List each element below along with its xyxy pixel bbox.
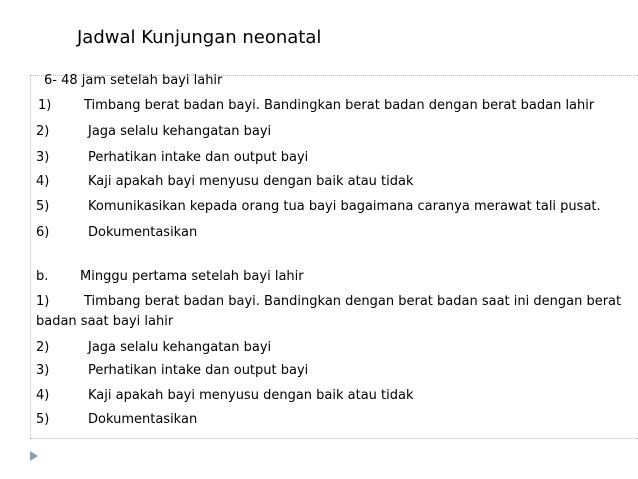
item-number: 1) — [38, 98, 52, 113]
item-number: 5) — [36, 199, 50, 214]
item-number: 3) — [36, 363, 50, 378]
item-number: 4) — [36, 174, 50, 189]
item-text: Perhatikan intake dan output bayi — [88, 150, 309, 165]
item-text: Timbang berat badan bayi. Bandingkan dengan berat badan saat ini dengan berat — [84, 294, 622, 309]
section2-label: b. — [36, 269, 49, 284]
item-text: Jaga selalu kehangatan bayi — [88, 124, 272, 139]
item-number: 6) — [36, 225, 50, 240]
item-text: Komunikasikan kepada orang tua bayi bagaimana caranya merawat tali pusat. — [88, 199, 601, 214]
left-divider — [30, 75, 31, 438]
bottom-divider — [30, 438, 638, 439]
item-text: Timbang berat badan bayi. Bandingkan berat badan dengan berat badan lahir — [84, 98, 595, 113]
section1-heading: 6- 48 jam setelah bayi lahir — [44, 73, 223, 88]
item-text: Dokumentasikan — [88, 412, 198, 427]
item-text: Dokumentasikan — [88, 225, 198, 240]
item-text: Kaji apakah bayi menyusu dengan baik atau tidak — [88, 174, 414, 189]
triangle-bullet-icon — [30, 451, 38, 461]
item-text: Perhatikan intake dan output bayi — [88, 363, 309, 378]
section2-heading: Minggu pertama setelah bayi lahir — [80, 269, 304, 284]
item-number: 1) — [36, 294, 50, 309]
page-title: Jadwal Kunjungan neonatal — [77, 27, 322, 48]
item-number: 5) — [36, 412, 50, 427]
item-number: 4) — [36, 388, 50, 403]
item-text: Jaga selalu kehangatan bayi — [88, 340, 272, 355]
item-text: Kaji apakah bayi menyusu dengan baik atau tidak — [88, 388, 414, 403]
item-number: 2) — [36, 124, 50, 139]
item-number: 3) — [36, 150, 50, 165]
item-number: 2) — [36, 340, 50, 355]
item-text-continuation: badan saat bayi lahir — [36, 314, 174, 329]
